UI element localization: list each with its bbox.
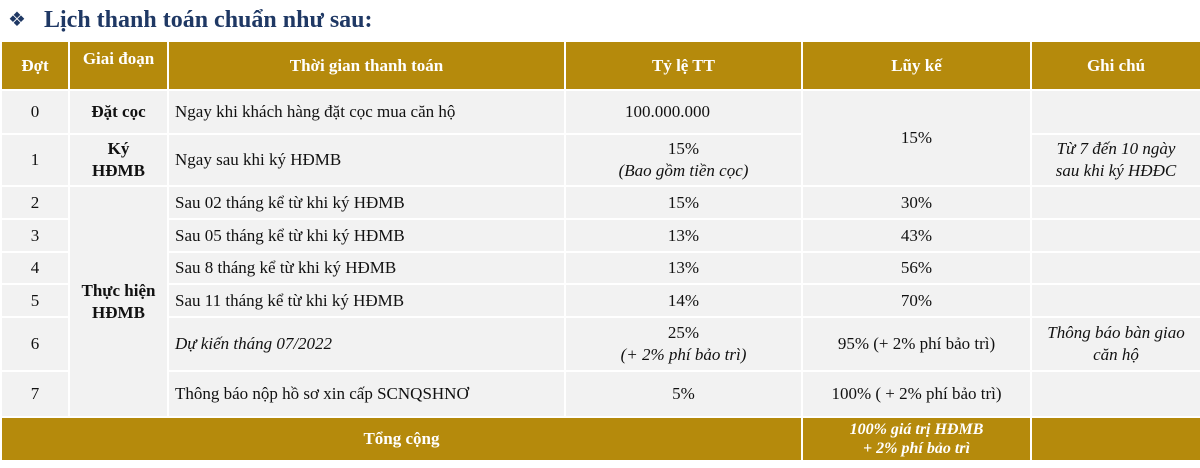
dot-cell: 5 [1,284,69,317]
header-cell: Tỷ lệ TT [565,41,802,90]
rate-value: 100.000.000 [625,102,710,121]
total-value-line: 100% giá trị HĐMB [849,421,984,438]
dot-cell: 7 [1,371,69,417]
table-row [1,371,1200,417]
note-cell [1031,252,1200,284]
dot-cell: 0 [1,90,69,134]
note-line: Thông báo bàn giao [1047,323,1185,342]
time-cell: Dự kiến tháng 07/2022 [168,317,565,371]
rate-cell [565,317,802,371]
rate-note: (Bao gồm tiền cọc) [618,161,749,180]
header-cell: Ghi chú [1031,41,1200,90]
rate-cell [565,90,802,134]
dot-cell: 2 [1,186,69,219]
payment-schedule-table [0,40,1200,462]
dot-cell: 3 [1,219,69,252]
header-cell: Thời gian thanh toán [168,41,565,90]
table-row [1,219,1200,252]
time-cell: Ngay sau khi ký HĐMB [168,134,565,186]
total-value-line: + 2% phí bảo trì [863,440,970,457]
table-header-row [1,41,1200,90]
rate-cell: 5% [565,371,802,417]
stage-cell [69,186,168,417]
dot-cell: 4 [1,252,69,284]
cumulative-cell: 95% (+ 2% phí bảo trì) [802,317,1031,371]
note-line: căn hộ [1093,345,1139,364]
dot-cell: 6 [1,317,69,371]
note-cell [1031,219,1200,252]
rate-cell: 14% [565,284,802,317]
rate-note: (+ 2% phí bảo trì) [620,345,747,364]
note-cell [1031,186,1200,219]
rate-cell: 13% [565,252,802,284]
section-heading [0,0,1200,40]
time-cell: Sau 05 tháng kể từ khi ký HĐMB [168,219,565,252]
stage-line: Thực hiện [81,280,156,300]
diamond-bullet-icon: ❖ [8,9,26,31]
time-cell: Thông báo nộp hồ sơ xin cấp SCNQSHNƠ [168,371,565,417]
stage-cell [69,134,168,186]
cumulative-cell: 70% [802,284,1031,317]
time-cell: Ngay khi khách hàng đặt cọc mua căn hộ [168,90,565,134]
cumulative-cell: 43% [802,219,1031,252]
stage-cell: Đặt cọc [69,90,168,134]
total-row [1,417,1200,461]
time-cell: Sau 11 tháng kể từ khi ký HĐMB [168,284,565,317]
dot-cell: 1 [1,134,69,186]
rate-cell [565,134,802,186]
time-cell: Sau 02 tháng kể từ khi ký HĐMB [168,186,565,219]
note-cell [1031,90,1200,134]
cumulative-cell: 15% [802,90,1031,186]
note-line: Từ 7 đến 10 ngày [1056,139,1176,158]
rate-cell: 13% [565,219,802,252]
time-cell: Sau 8 tháng kể từ khi ký HĐMB [168,252,565,284]
cumulative-cell: 30% [802,186,1031,219]
stage-line: HĐMB [92,161,145,180]
table-row [1,252,1200,284]
note-cell [1031,371,1200,417]
stage-line: HĐMB [92,302,145,322]
note-cell [1031,317,1200,371]
note-cell [1031,134,1200,186]
total-label: Tổng cộng [1,417,802,461]
total-value [802,417,1031,461]
section-title: Lịch thanh toán chuẩn như sau: [44,7,373,33]
table-row [1,186,1200,219]
header-cell: Lũy kế [802,41,1031,90]
table-row [1,284,1200,317]
note-line: sau khi ký HĐĐC [1055,161,1177,180]
cumulative-cell: 56% [802,252,1031,284]
header-cell: Giai đoạn [69,41,168,90]
header-cell: Đợt [1,41,69,90]
total-note-cell [1031,417,1200,461]
note-cell [1031,284,1200,317]
table-row [1,90,1200,134]
cumulative-cell: 100% ( + 2% phí bảo trì) [802,371,1031,417]
rate-cell: 15% [565,186,802,219]
rate-value: 15% [667,139,700,158]
table-row [1,317,1200,371]
rate-value: 25% [667,323,700,342]
stage-line: Ký [107,139,130,158]
